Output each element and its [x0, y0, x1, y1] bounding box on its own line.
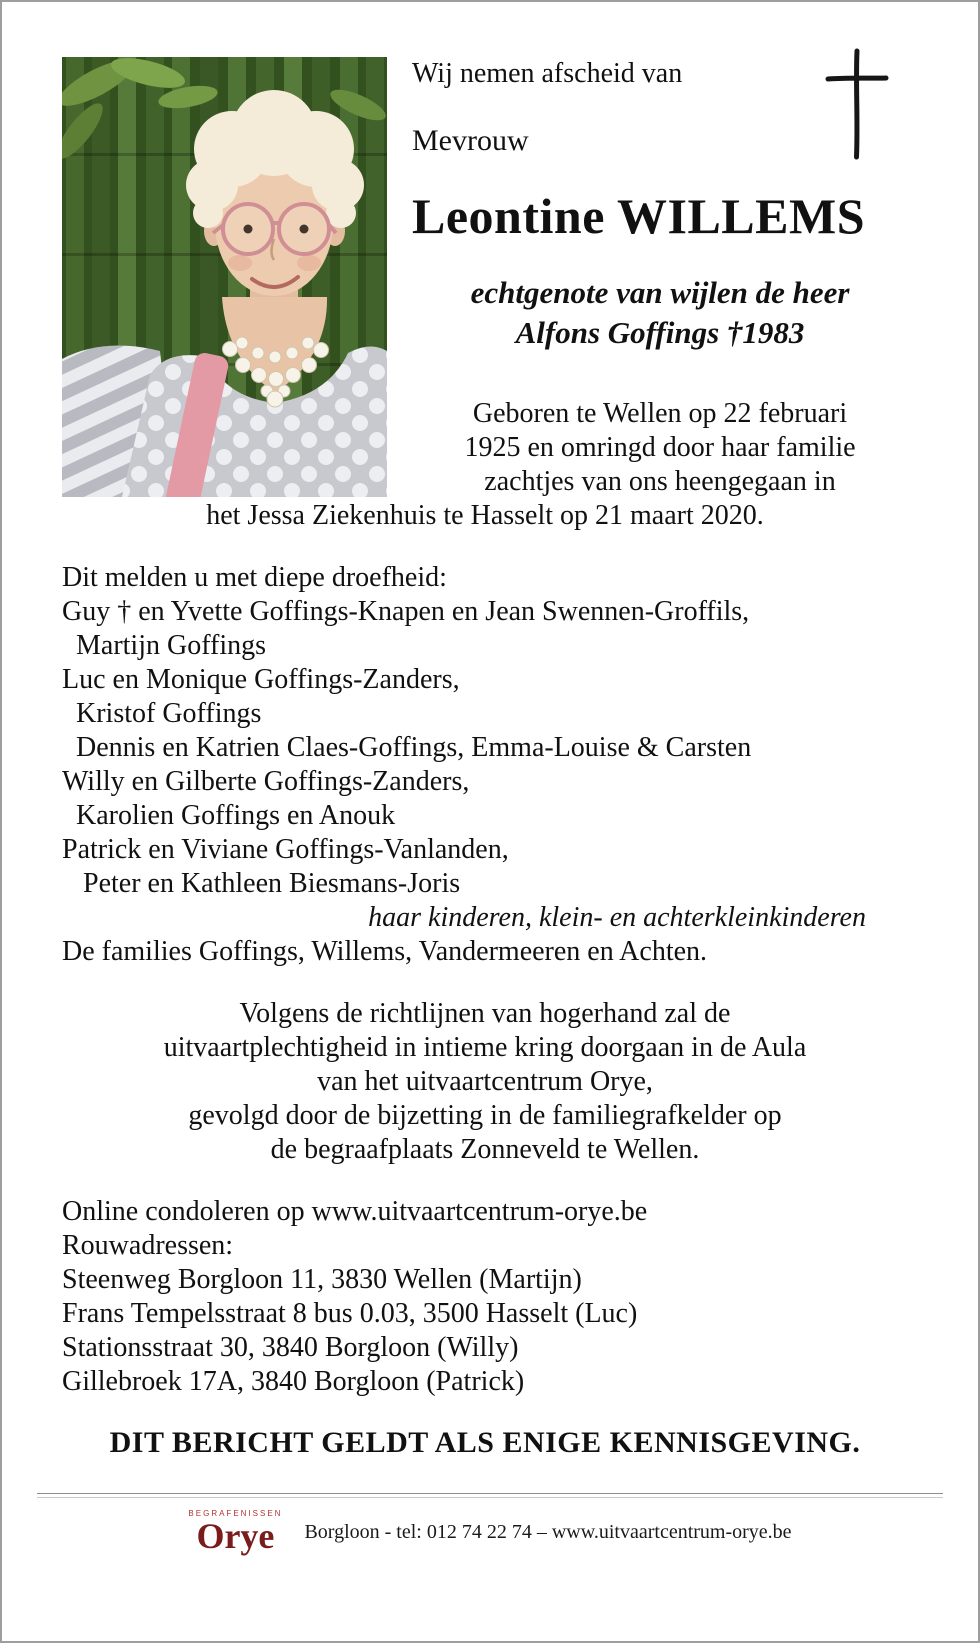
- content-area: [2, 2, 978, 1461]
- orye-logo: [188, 1509, 283, 1556]
- portrait-photo-illustration: [62, 57, 387, 497]
- rouwadressen-label: Rouwadressen:: [62, 1230, 234, 1261]
- obituary-line: Geboren te Wellen op 22 februari: [472, 398, 848, 429]
- spouse-line: echtgenote van wijlen de heer: [470, 275, 850, 310]
- ceremony-section: [62, 997, 908, 1167]
- footer-divider: [37, 1493, 943, 1498]
- family-line: Peter en Kathleen Biesmans-Joris: [83, 868, 461, 899]
- ceremony-line: gevolgd door de bijzetting in de familiegrafkelder op: [188, 1100, 782, 1131]
- condolence-section: [62, 1195, 908, 1399]
- intro-text: Wij nemen afscheid van: [412, 58, 683, 89]
- online-condolence-line: Online condoleren op www.uitvaartcentrum-orye.be: [62, 1196, 648, 1227]
- relation-note: haar kinderen, klein- en achterkleinkinderen: [368, 902, 866, 933]
- ceremony-line: van het uitvaartcentrum Orye,: [317, 1066, 653, 1097]
- ceremony-line: de begraafplaats Zonneveld te Wellen.: [270, 1134, 700, 1165]
- address-line: Gillebroek 17A, 3840 Borgloon (Patrick): [62, 1366, 525, 1397]
- notice-text: DIT BERICHT GELDT ALS ENIGE KENNISGEVING.: [109, 1426, 861, 1459]
- obituary-line: het Jessa Ziekenhuis te Hasselt op 21 maart 2020.: [206, 500, 764, 531]
- portrait-photo: [62, 57, 387, 497]
- logo-caption: BEGRAFENISSEN: [188, 1509, 283, 1518]
- footer-info: Borgloon - tel: 012 74 22 74 – www.uitvaartcentrum-orye.be: [304, 1520, 792, 1543]
- family-line: Karolien Goffings en Anouk: [76, 800, 396, 831]
- families-line: De families Goffings, Willems, Vandermeeren en Achten.: [62, 936, 708, 967]
- family-line: Willy en Gilberte Goffings-Zanders,: [62, 766, 470, 797]
- obituary-line: 1925 en omringd door haar familie: [464, 432, 856, 463]
- ceremony-line: uitvaartplechtigheid in intieme kring doorgaan in de Aula: [163, 1032, 807, 1063]
- family-line: Luc en Monique Goffings-Zanders,: [62, 664, 460, 695]
- address-line: Frans Tempelsstraat 8 bus 0.03, 3500 Hasselt (Luc): [62, 1298, 638, 1329]
- announcement-lead: Dit melden u met diepe droefheid:: [62, 562, 447, 593]
- family-line: Guy † en Yvette Goffings-Knapen en Jean Swennen-Groffils,: [62, 596, 750, 627]
- deceased-name: Leontine WILLEMS: [412, 188, 865, 244]
- address-line: Stationsstraat 30, 3840 Borgloon (Willy): [62, 1332, 519, 1363]
- family-line: Dennis en Katrien Claes-Goffings, Emma-Louise & Carsten: [76, 732, 752, 763]
- family-line: Martijn Goffings: [76, 630, 267, 661]
- announcement-section: [62, 561, 908, 969]
- logo-name: Orye: [196, 1516, 275, 1556]
- spouse-line: Alfons Goffings †1983: [515, 315, 805, 350]
- obituary-line: zachtjes van ons heengegaan in: [484, 466, 836, 497]
- family-line: Patrick en Viviane Goffings-Vanlanden,: [62, 834, 509, 865]
- cross-icon: [822, 48, 892, 160]
- address-line: Steenweg Borgloon 11, 3830 Wellen (Martijn): [62, 1264, 582, 1295]
- salutation-text: Mevrouw: [412, 124, 529, 157]
- family-line: Kristof Goffings: [76, 698, 262, 729]
- footer: [2, 1509, 978, 1556]
- header-section: [62, 57, 908, 533]
- ceremony-line: Volgens de richtlijnen van hogerhand zal de: [239, 998, 731, 1029]
